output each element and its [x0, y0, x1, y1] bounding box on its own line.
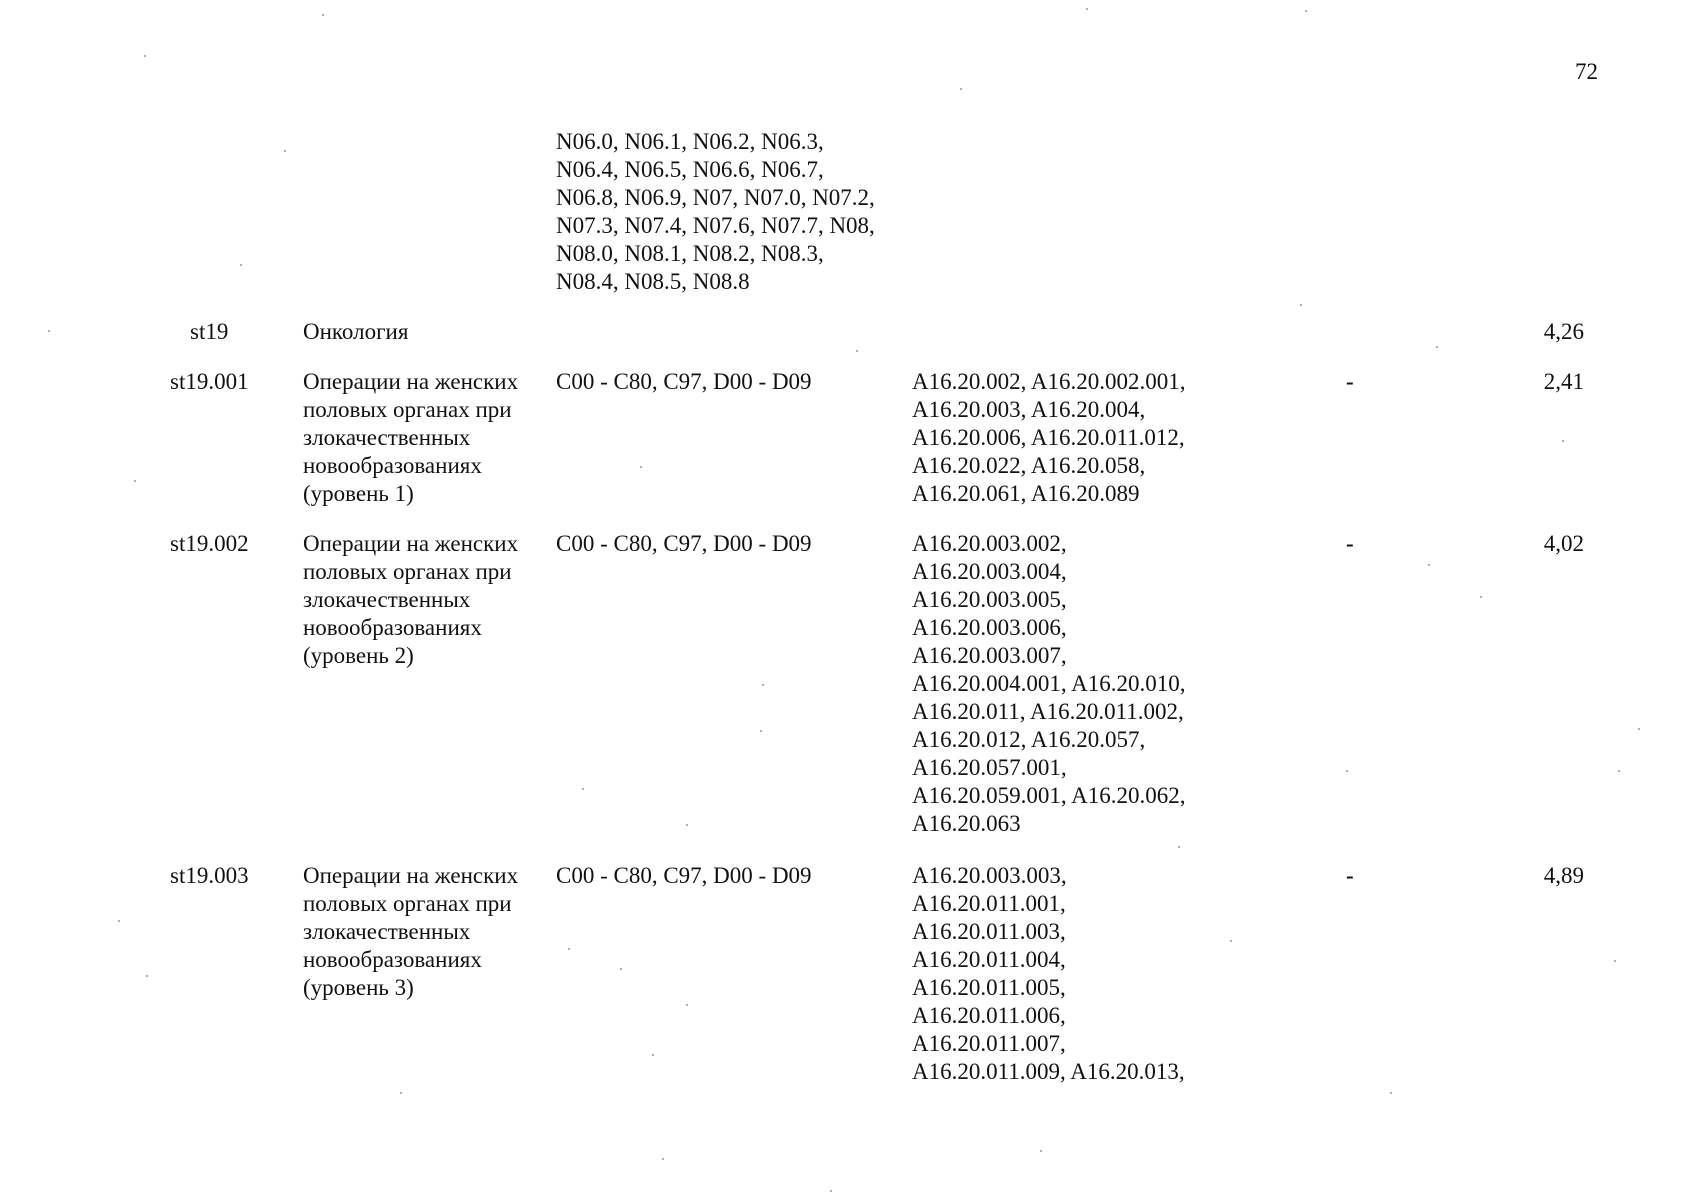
row-code: st19	[190, 319, 229, 344]
row-diagnosis-codes: C00 - C80, C97, D00 - D09	[556, 863, 812, 888]
row-name: Операции на женских половых органах при злокачественных новообразованиях (уровень 3)	[303, 863, 519, 1000]
row-coefficient: 4,26	[1543, 319, 1584, 344]
row-extra: -	[1346, 369, 1354, 394]
row-service-codes: A16.20.003.003, A16.20.011.001, A16.20.011.003, A16.20.011.004, A16.20.011.005, A16.20.011.006, A16.20.011.007, A16.20.011.009, A16.20.013,	[912, 863, 1185, 1084]
row-code: st19.003	[170, 863, 249, 888]
row-code: st19.001	[170, 369, 249, 394]
continued-diagnosis-codes: N06.0, N06.1, N06.2, N06.3, N06.4, N06.5, N06.6, N06.7, N06.8, N06.9, N07, N07.0, N07.2, N07.3, N07.4, N07.6, N07.7, N08, N08.0, N08.1, N08.2, N08.3, N08.4, N08.5, N08.8	[556, 129, 875, 294]
row-diagnosis-codes: C00 - C80, C97, D00 - D09	[556, 531, 812, 556]
row-coefficient: 4,02	[1543, 531, 1584, 556]
row-coefficient: 4,89	[1543, 863, 1584, 888]
row-code: st19.002	[170, 531, 249, 556]
row-diagnosis-codes: C00 - C80, C97, D00 - D09	[556, 369, 812, 394]
row-coefficient: 2,41	[1543, 369, 1584, 394]
row-service-codes: A16.20.002, A16.20.002.001, A16.20.003, A16.20.004, A16.20.006, A16.20.011.012, A16.20.022, A16.20.058, A16.20.061, A16.20.089	[912, 369, 1186, 506]
row-name: Операции на женских половых органах при злокачественных новообразованиях (уровень 2)	[303, 531, 519, 668]
row-extra: -	[1346, 531, 1354, 556]
page-number: 72	[1575, 59, 1598, 84]
row-name: Операции на женских половых органах при злокачественных новообразованиях (уровень 1)	[303, 369, 519, 506]
row-extra: -	[1346, 863, 1354, 888]
row-name: Онкология	[303, 319, 409, 344]
row-service-codes: A16.20.003.002, A16.20.003.004, A16.20.003.005, A16.20.003.006, A16.20.003.007, A16.20.004.001, A16.20.010, A16.20.011, A16.20.011.002, A16.20.012, A16.20.057, A16.20.057.001, A16.20.059.001, A16.20.062, A16.20.063	[912, 531, 1186, 836]
